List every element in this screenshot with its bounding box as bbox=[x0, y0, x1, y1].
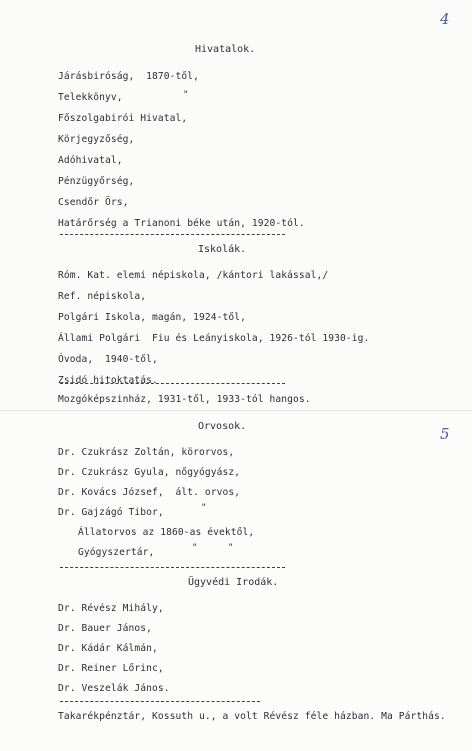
text-line: Gyógyszertár, bbox=[78, 547, 155, 558]
page-5 bbox=[0, 410, 472, 751]
text-line: Járásbiróság, 1870-től, bbox=[58, 71, 200, 82]
text-line: Állami Polgári Fiu és Leányiskola, 1926-tól 1930-ig. bbox=[58, 333, 370, 344]
section-heading-ugyvedi: Ügyvédi Irodák. bbox=[188, 577, 279, 588]
text-line: Dr. Veszelák János. bbox=[58, 683, 170, 694]
text-line: Óvoda, 1940-től, bbox=[58, 354, 158, 365]
text-line: Polgári Iskola, magán, 1924-től, bbox=[58, 312, 247, 323]
text-line: Dr. Reiner Lőrinc, bbox=[58, 663, 164, 674]
dashed-divider bbox=[60, 567, 285, 568]
page-number: 5 bbox=[440, 425, 450, 443]
text-line: Körjegyzőség, bbox=[58, 134, 135, 145]
text-line: Dr. Czukrász Zoltán, körorvos, bbox=[58, 447, 235, 458]
text-line: Takarékpénztár, Kossuth u., a volt Révész féle házban. Ma Párthás. bbox=[58, 711, 446, 722]
section-heading-orvosok: Orvosok. bbox=[198, 421, 247, 432]
text-line: Pénzügyőrség, bbox=[58, 176, 135, 187]
text-line: Dr. Révész Mihály, bbox=[58, 603, 164, 614]
dashed-divider bbox=[60, 234, 285, 235]
ditto-mark: " bbox=[201, 503, 207, 513]
text-line: Dr. Gajzágó Tibor, bbox=[58, 507, 164, 518]
ditto-mark: " bbox=[228, 543, 234, 553]
text-line: Adóhivatal, bbox=[58, 155, 123, 166]
text-line: Dr. Bauer János, bbox=[58, 623, 153, 634]
text-line: Állatorvos az 1860-as évektől, bbox=[78, 527, 255, 538]
dashed-divider bbox=[60, 701, 260, 702]
text-line: Róm. Kat. elemi népiskola, /kántori lakással,/ bbox=[58, 270, 329, 281]
ditto-mark: " bbox=[192, 543, 198, 553]
section-heading-iskolak: Iskolák. bbox=[198, 244, 247, 255]
text-line: Csendőr Örs, bbox=[58, 197, 129, 208]
ditto-mark: " bbox=[183, 90, 189, 100]
text-line: Dr. Kádár Kálmán, bbox=[58, 643, 158, 654]
text-line: Mozgóképszinház, 1931-től, 1933-tól hangos. bbox=[58, 394, 311, 405]
text-line: Határőrség a Trianoni béke után, 1920-tól. bbox=[58, 218, 305, 229]
text-line: Zsidó hitoktatás. bbox=[58, 375, 158, 386]
section-heading-hivatalok: Hivatalok. bbox=[195, 44, 256, 55]
text-line: Dr. Kovács József, ált. orvos, bbox=[58, 487, 241, 498]
page-number: 4 bbox=[440, 10, 450, 28]
dashed-divider bbox=[60, 383, 285, 384]
text-line: Telekkönyv, bbox=[58, 92, 123, 103]
text-line: Dr. Czukrász Gyula, nőgyógyász, bbox=[58, 467, 241, 478]
text-line: Ref. népiskola, bbox=[58, 291, 147, 302]
text-line: Főszolgabirói Hivatal, bbox=[58, 113, 188, 124]
